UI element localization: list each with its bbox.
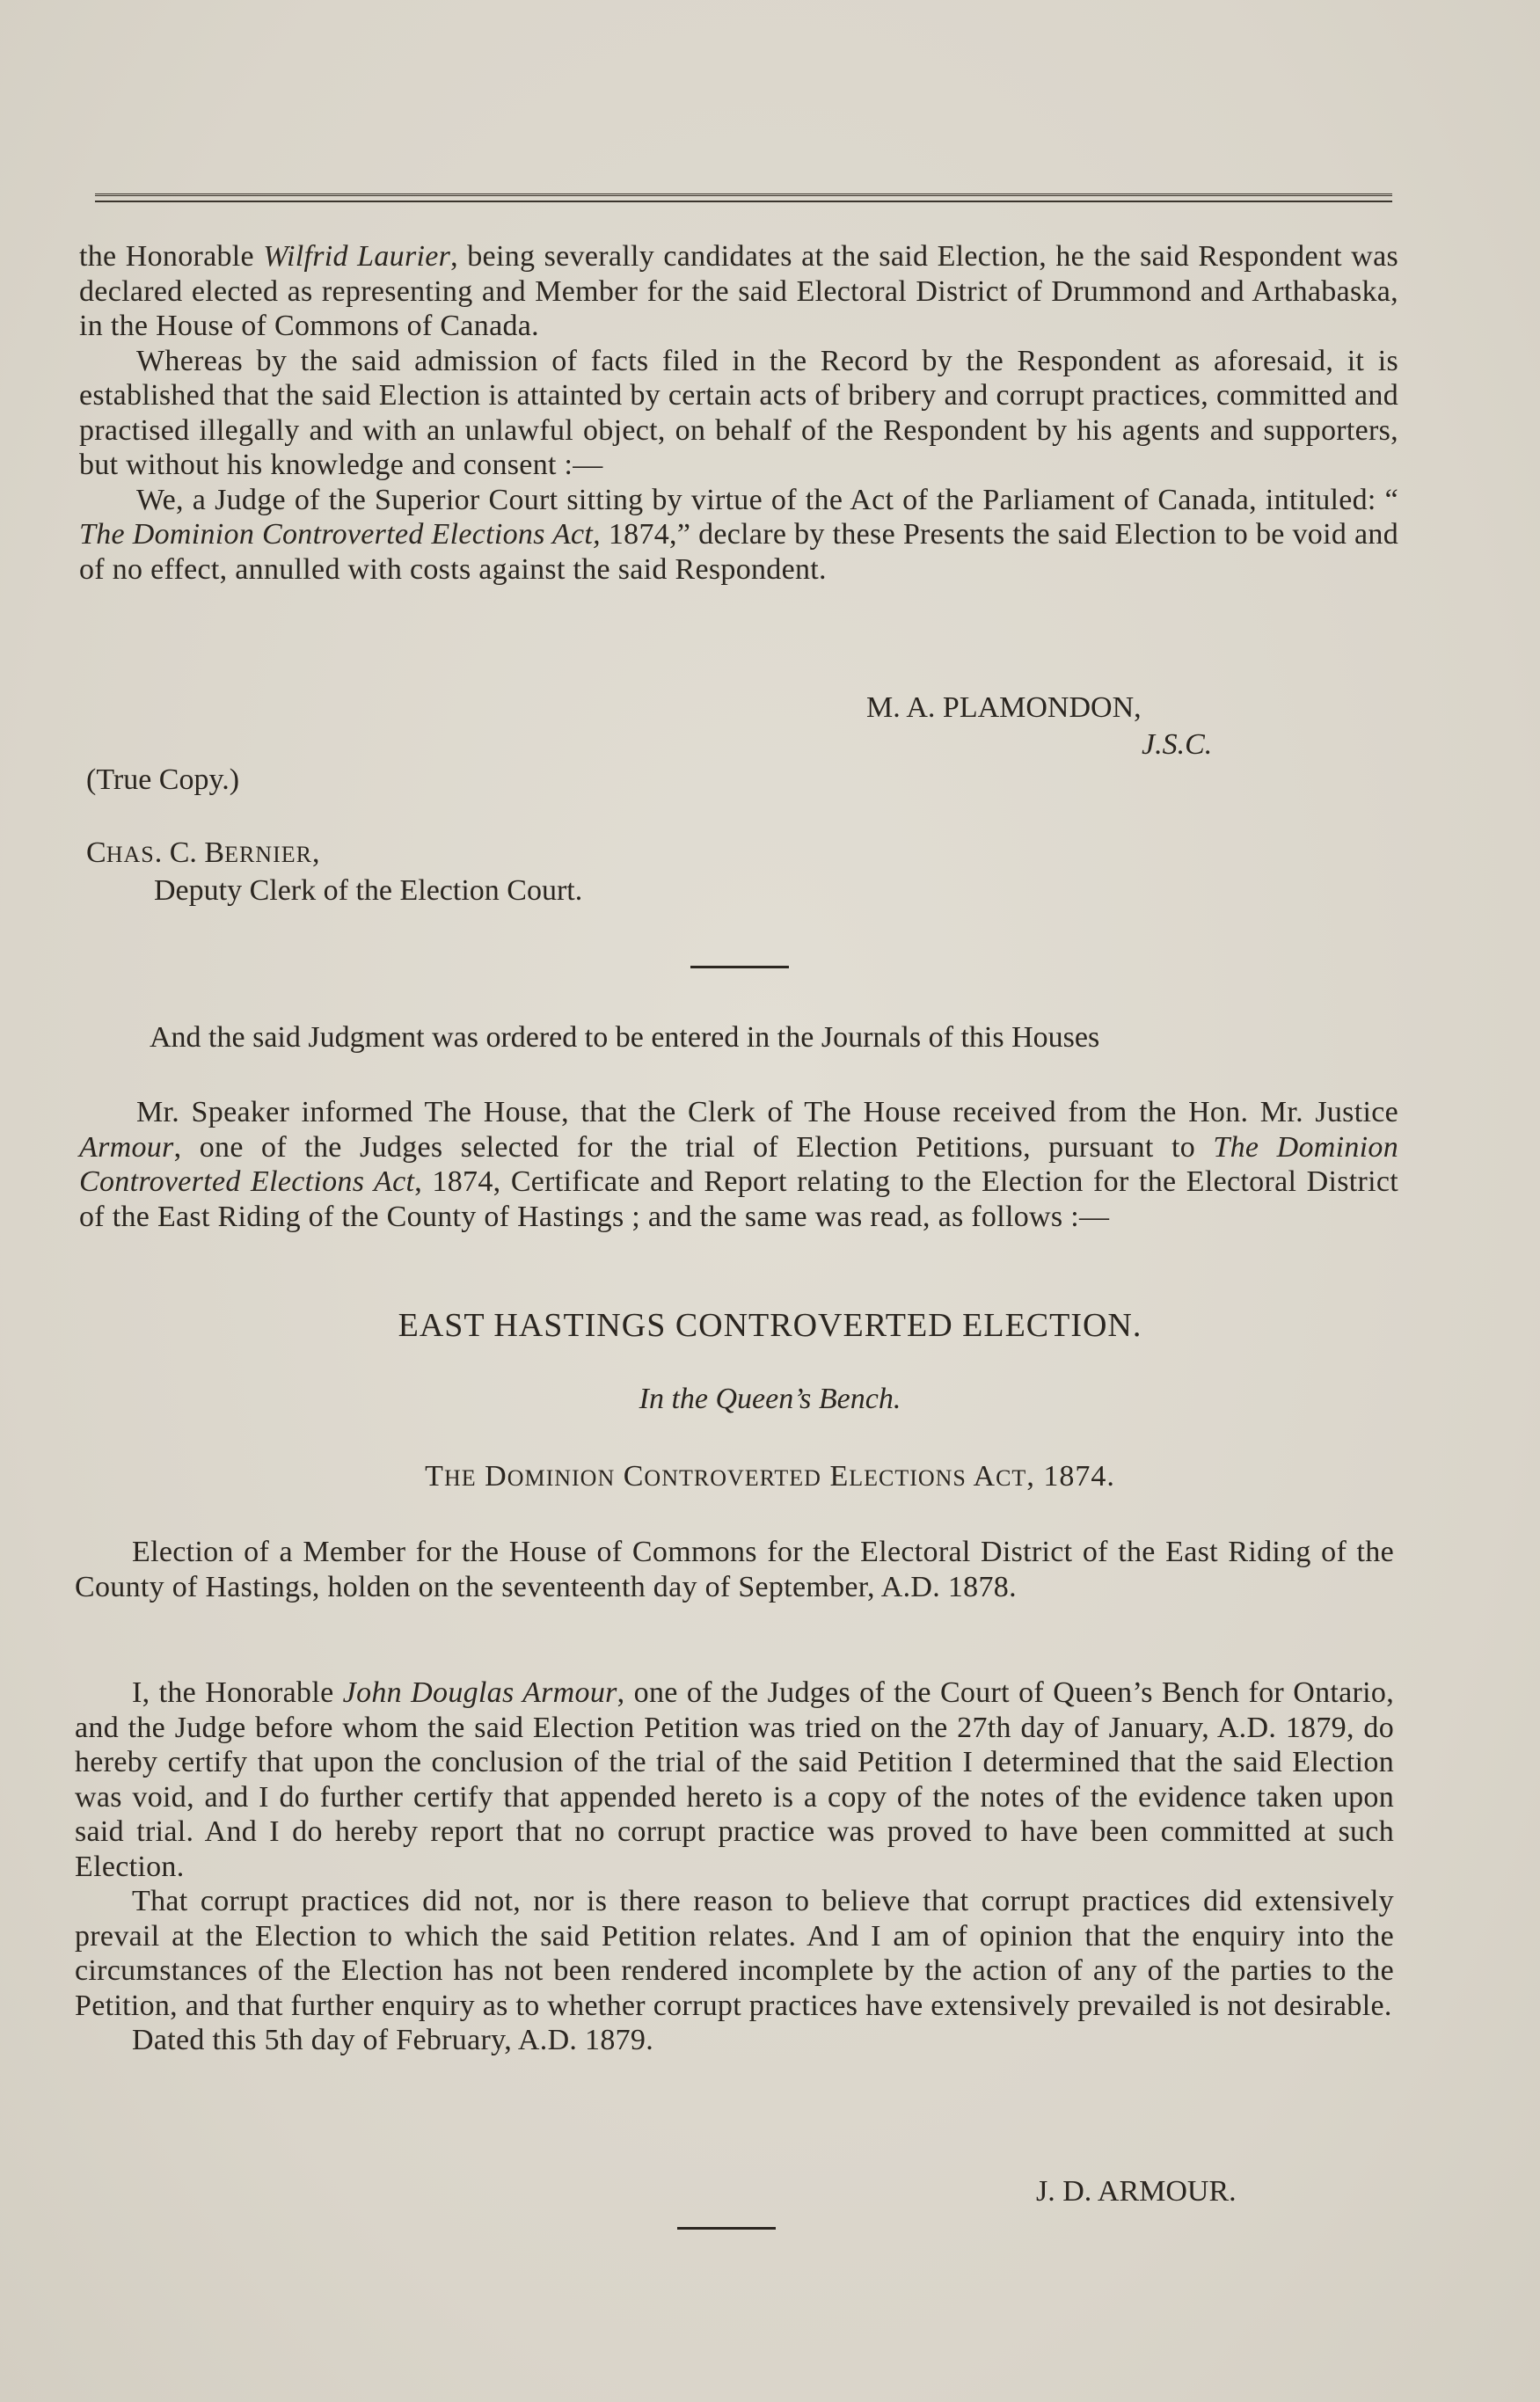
dated-line: Dated this 5th day of February, A.D. 1879. [132,2024,654,2056]
signature-plamondon: M. A. PLAMONDON, [866,691,1142,724]
header-rule [95,193,1392,202]
whereas-paragraph: Whereas by the said admission of facts filed in the Record by the Respondent as aforesaid, it is established that the said Election is attainted by certain acts of bribery and corrupt practices, committed and practised illegally and with an unlawful object, on behalf of the Respondent by his agents and supporters, but without his knowledge and consent :— [79,344,1398,481]
end-divider [677,2227,776,2230]
certify-paragraph: I, the Honorable John Douglas Armour, one of the Judges of the Court of Queen’s Bench for Ontario, and the Judge before whom the said Election Petition was tried on the 27th day of January, A.D. 1879, do hereby certify that upon the conclusion of the trial of the said Petition I determined that the said Election was void, and I do further certify that appended hereto is a copy of the notes of the evidence taken upon said trial. And I do hereby report that no corrupt practice was proved to have been committed at such Election. [75,1676,1394,1883]
signature-armour: J. D. ARMOUR. [1036,2175,1237,2208]
corrupt-practices-paragraph: That corrupt practices did not, nor is there reason to believe that corrupt practices did extensively prevail at the Election to which the said Petition relates. And I am of opinion that the enquiry into the circumstances of the Election has not been rendered incomplete by the action of any of the parties to the Petition, and that further enquiry as to whether corrupt practices have extensively prevailed is not desirable. [75,1885,1394,2022]
preamble-block [79,239,1398,587]
preamble-paragraph: the Honorable Wilfrid Laurier, being severally candidates at the said Election, he the said Respondent was declared elected as representing and Member for the said Electoral District of Drummond and Arthabaska, in the House of Commons of Canada. [79,240,1399,342]
section-divider [690,966,789,968]
act-name-2: The Dominion Controverted Elections Act [79,1130,1398,1198]
election-block [75,1535,1394,1604]
act-heading: THE DOMINION CONTROVERTED ELECTIONS ACT, 1874. [425,1460,1115,1493]
john-douglas-armour-name: John Douglas Armour [342,1676,617,1709]
election-heading: EAST HASTINGS CONTROVERTED ELECTION. [398,1307,1142,1344]
we-paragraph: We, a Judge of the Superior Court sitting by virtue of the Act of the Parliament of Canada, intituled: “ The Dominion Controverted Elections Act, 1874,” declare by these Presents the said Election to be void and of no effect, annulled with costs against the said Respondent. [79,483,1399,586]
election-paragraph: Election of a Member for the House of Commons for the Electoral District of the East Riding of the County of Hastings, holden on the seventeenth day of September, A.D. 1878. [75,1536,1394,1603]
clerk-title: Deputy Clerk of the Election Court. [154,874,583,907]
laurier-name: Wilfrid Laurier [263,240,451,273]
court-subheading: In the Queen’s Bench. [639,1383,901,1415]
armour-name: Armour [79,1130,174,1164]
speaker-paragraph: Mr. Speaker informed The House, that the Clerk of The House received from the Hon. Mr. Justice Armour, one of the Judges selected for the trial of Election Petitions, pursuant to The Dominion Controverted Elections Act, 1874, Certificate and Report relating to the Election for the Electoral District of the East Riding of the County of Hastings ; and the same was read, as follows :— [79,1096,1398,1233]
true-copy-note: (True Copy.) [86,763,240,796]
signature-plamondon-title: J.S.C. [1142,728,1213,761]
act-name: The Dominion Controverted Elections Act, [79,518,601,551]
speaker-block [79,1095,1398,1234]
clerk-name: CHAS. C. BERNIER, [86,836,320,869]
judgment-entered-line: And the said Judgment was ordered to be entered in the Journals of this Houses [150,1021,1100,1054]
certify-block [75,1676,1394,2058]
